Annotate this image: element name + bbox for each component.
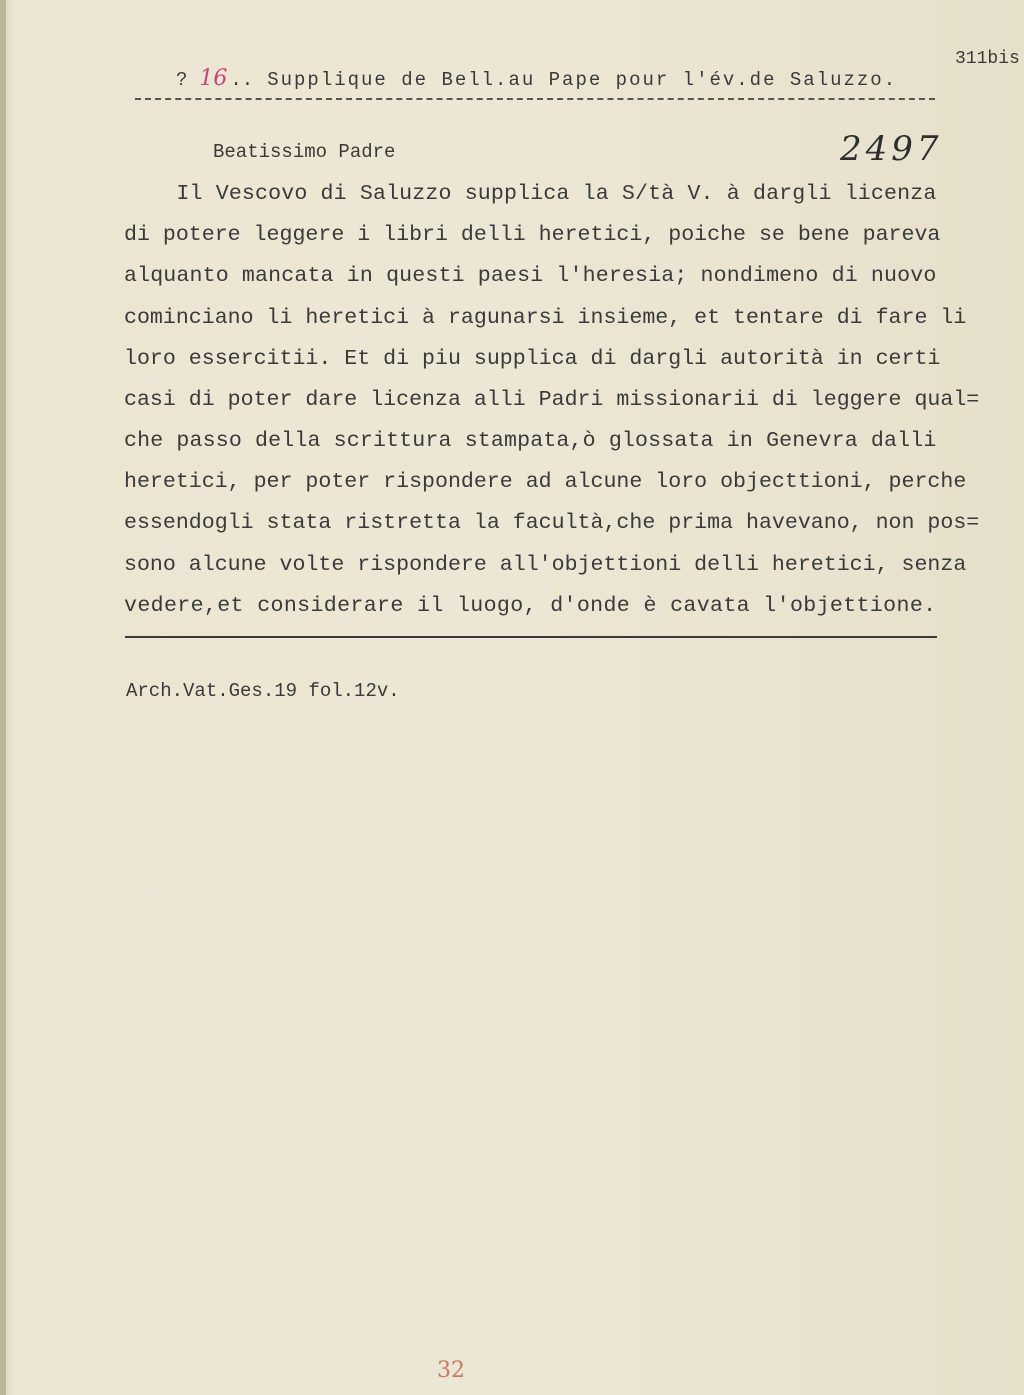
body-line: vedere,et considerare il luogo, d'onde è cavata l'objettione. [124, 594, 937, 618]
body-line: casi di poter dare licenza alli Padri missionarii di leggere qual= [124, 388, 980, 412]
reference-number: 311bis [955, 49, 1020, 69]
archive-reference: Arch.Vat.Ges.19 fol.12v. [126, 680, 400, 702]
document-header [176, 66, 897, 92]
salutation: Beatissimo Padre [213, 141, 396, 163]
handwritten-id: 2497 [840, 129, 943, 169]
body-line: loro essercitii. Et di piu supplica di dargli autorità in certi [124, 347, 941, 371]
body-line: essendogli stata ristretta la facultà,che prima havevano, non pos= [124, 511, 980, 535]
document-title: Supplique de Bell.au Pape pour l'év.de Saluzzo. [267, 69, 898, 91]
handwritten-number: 16 [199, 66, 228, 91]
body-line: cominciano li heretici à ragunarsi insieme, et tentare di fare li [124, 306, 967, 330]
body-line: che passo della scrittura stampata,ò glossata in Genevra dalli [124, 429, 937, 453]
page-edge [0, 0, 6, 1395]
body-line: di potere leggere i libri delli heretici, poiche se bene pareva [124, 223, 941, 247]
body-line: sono alcune volte rispondere all'objettioni delli heretici, senza [124, 553, 967, 577]
solid-divider [125, 636, 937, 638]
query-mark: ? [176, 69, 188, 91]
body-line: Il Vescovo di Saluzzo supplica la S/tà V. à dargli licenza [124, 182, 937, 206]
header-dots: .. [230, 69, 254, 91]
page-number: 32 [437, 1358, 465, 1383]
dashed-divider [135, 98, 935, 100]
body-line: alquanto mancata in questi paesi l'heresia; nondimeno di nuovo [124, 264, 937, 288]
body-line: heretici, per poter rispondere ad alcune loro objecttioni, perche [124, 470, 967, 494]
